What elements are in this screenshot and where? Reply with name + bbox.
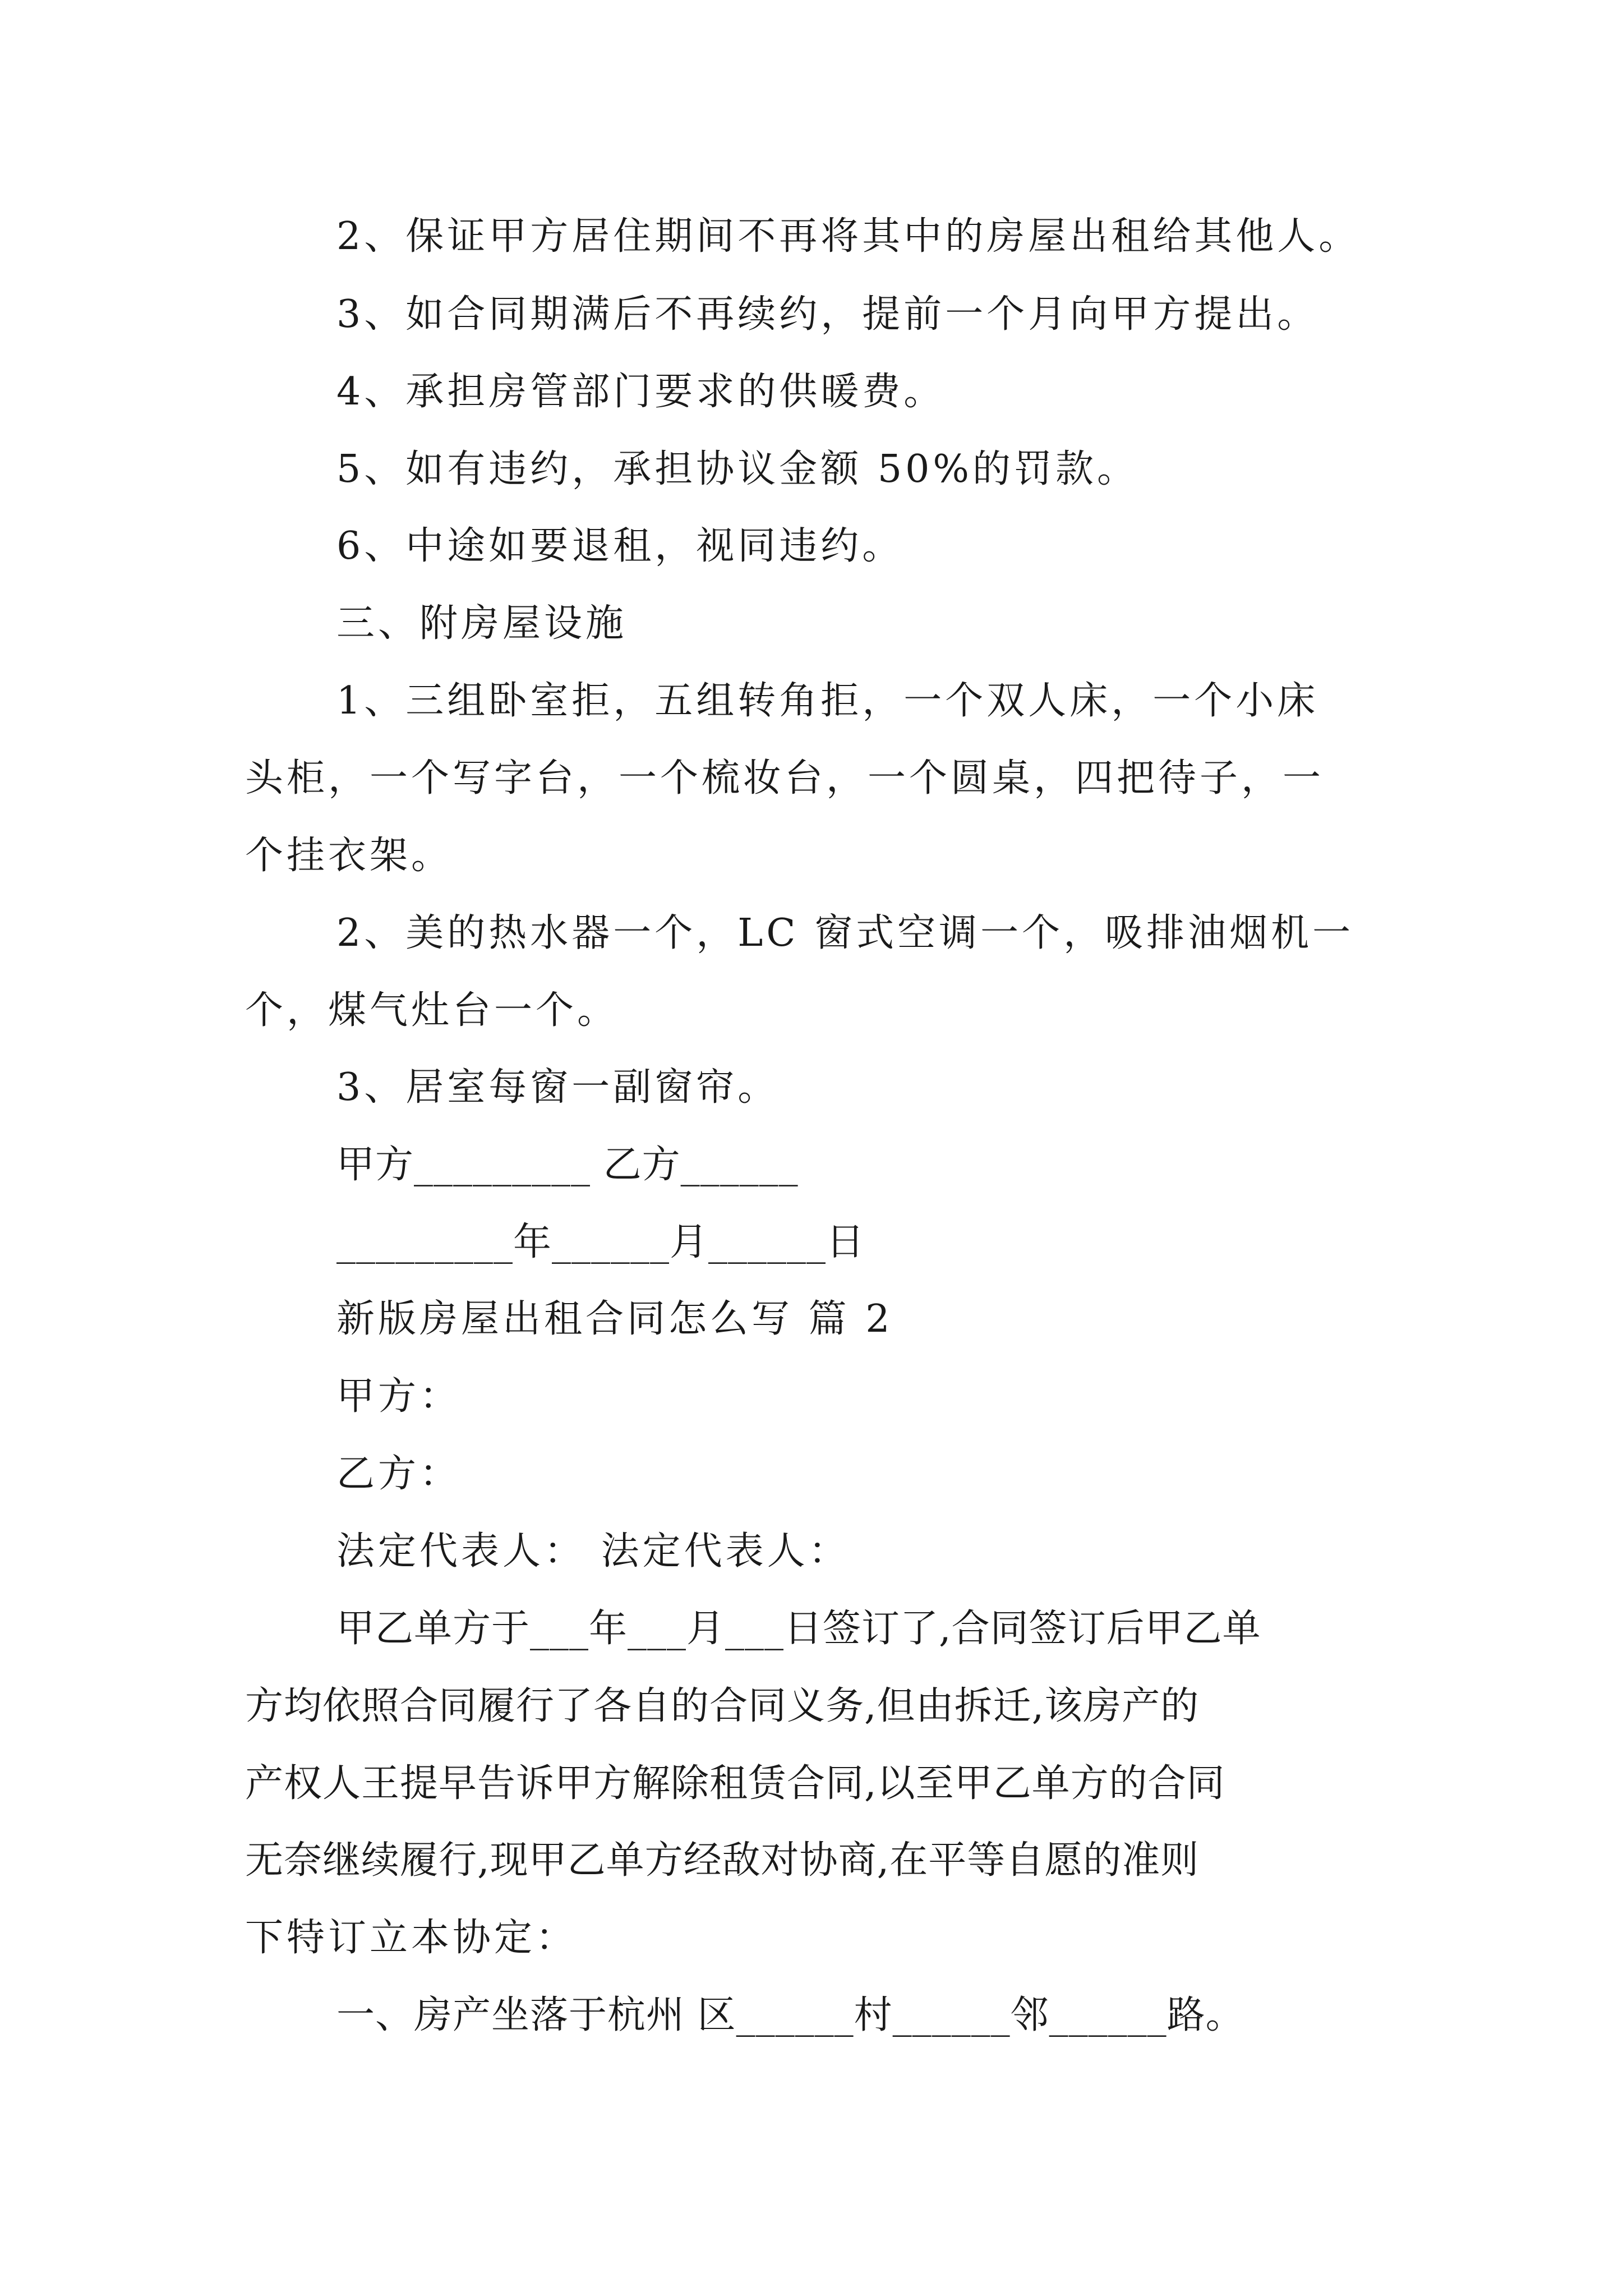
preamble-line-4: 无奈继续履行,现甲乙单方经敌对协商,在平等自愿的准则 [245, 1838, 1200, 1883]
facilities-item-2-line-1: 2、美的热水器一个，LC 窗式空调一个，吸排油烟机一 [336, 911, 1354, 955]
section-3-heading: 三、附房屋设施 [336, 601, 628, 646]
clause-5-penalty: 5、如有违约，承担协议金额 50%的罚款。 [336, 447, 1139, 491]
signature-date: _________年______月______日 [336, 1220, 865, 1264]
party-b-label: 乙方： [336, 1452, 462, 1496]
property-location-clause: 一、房产坐落于杭州 区______村______邻______路。 [336, 1993, 1244, 2037]
preamble-line-2: 方均依照合同履行了各自的合同义务,但由拆迁,该房产的 [245, 1684, 1200, 1728]
facilities-item-1-line-3: 个挂衣架。 [245, 834, 453, 878]
clause-4-heating-fee: 4、承担房管部门要求的供暖费。 [336, 370, 946, 414]
clause-6-early-termination: 6、中途如要退租，视同违约。 [336, 524, 904, 568]
facilities-item-3: 3、居室每窗一副窗帘。 [336, 1065, 780, 1110]
legal-representatives: 法定代表人： 法定代表人： [336, 1529, 850, 1573]
facilities-item-2-line-2: 个，煤气灶台一个。 [245, 988, 619, 1033]
section-title-part-2: 新版房屋出租合同怎么写 篇 2 [336, 1297, 893, 1341]
party-a-label: 甲方： [336, 1374, 462, 1419]
facilities-item-1-line-2: 头柜，一个写字台，一个梳妆台，一个圆桌，四把待子，一 [245, 756, 1325, 800]
preamble-line-1: 甲乙单方于___年___月___日签订了,合同签订后甲乙单 [336, 1607, 1261, 1651]
clause-3-renewal-notice: 3、如合同期满后不再续约，提前一个月向甲方提出。 [336, 292, 1319, 337]
clause-2-no-sublet: 2、保证甲方居住期间不再将其中的房屋出租给其他人。 [336, 214, 1361, 259]
preamble-line-5: 下特订立本协定： [245, 1916, 578, 1960]
preamble-line-3: 产权人王提早告诉甲方解除租赁合同,以至甲乙单方的合同 [245, 1761, 1225, 1806]
signature-parties: 甲方_________ 乙方______ [336, 1143, 799, 1187]
facilities-item-1-line-1: 1、三组卧室拒，五组转角拒，一个双人床，一个小床 [336, 679, 1319, 723]
